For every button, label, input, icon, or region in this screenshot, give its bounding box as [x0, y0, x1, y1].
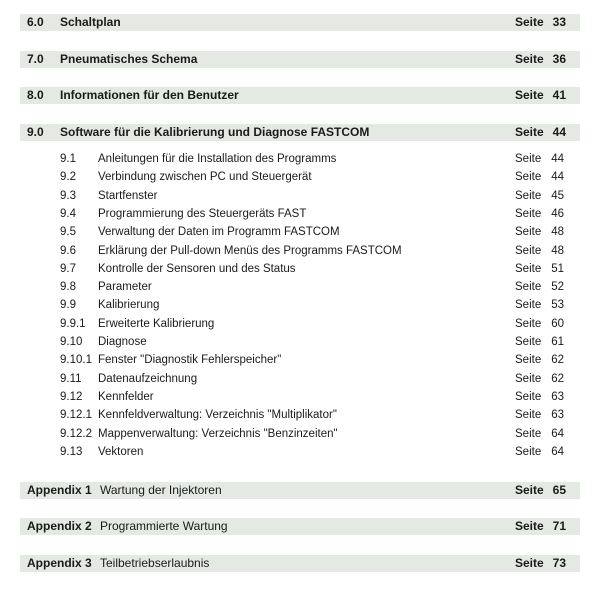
subsection-title: Kennfeldverwaltung: Verzeichnis "Multiplikator"	[98, 409, 337, 422]
subsection-number: 9.12	[60, 390, 83, 403]
toc-appendix-row	[20, 482, 580, 499]
subsection-number: 9.9.1	[60, 317, 86, 330]
toc-section-row	[20, 51, 580, 68]
page-label: Seite	[515, 556, 544, 570]
toc-subsection-row	[20, 206, 580, 222]
toc-section-row	[20, 14, 580, 31]
toc-subsection-row	[20, 243, 580, 259]
page-label: Seite	[515, 299, 542, 312]
page-number: 61	[551, 336, 564, 348]
page-number: 48	[551, 244, 564, 257]
section-title: Schaltplan	[60, 15, 121, 29]
page-number: 44	[551, 171, 564, 184]
toc-subsection-row	[20, 297, 580, 313]
subsection-title: Fenster "Diagnostik Fehlerspeicher"	[98, 354, 282, 367]
subsection-title: Erweiterte Kalibrierung	[98, 317, 215, 330]
page-label: Seite	[515, 483, 544, 497]
toc-subsection-row	[20, 151, 580, 167]
subsection-title: Vektoren	[98, 445, 144, 458]
appendix-number: Appendix 2	[27, 519, 92, 533]
page-label: Seite	[515, 317, 542, 330]
page-label: Seite	[515, 372, 542, 385]
subsection-number: 9.10	[60, 336, 83, 348]
appendix-title: Wartung der Injektoren	[100, 483, 222, 497]
toc-subsection-row	[20, 261, 580, 277]
page-label: Seite	[515, 281, 542, 294]
toc-subsection-row	[20, 188, 580, 204]
page-label: Seite	[515, 244, 542, 257]
page-label: Seite	[515, 153, 542, 165]
page-number: 65	[552, 483, 566, 497]
section-number: 9.0	[27, 125, 44, 139]
page-number: 62	[551, 372, 564, 385]
subsection-number: 9.2	[60, 171, 76, 184]
subsection-title: Verwaltung der Daten im Programm FASTCOM	[98, 226, 340, 239]
section-title: Pneumatisches Schema	[60, 52, 198, 66]
toc-subsection-row	[20, 334, 580, 350]
toc-subsection-row	[20, 389, 580, 405]
subsection-title: Erklärung der Pull-down Menüs des Programms FASTCOM	[98, 244, 402, 257]
page-number: 63	[551, 409, 564, 422]
page-label: Seite	[515, 189, 542, 202]
page-number: 51	[551, 262, 564, 275]
subsection-number: 9.3	[60, 189, 76, 202]
page-number: 44	[551, 153, 564, 165]
toc-subsection-row	[20, 444, 580, 460]
toc-subsection-row	[20, 316, 580, 332]
subsection-title: Startfenster	[98, 189, 158, 202]
subsection-number: 9.8	[60, 281, 76, 294]
page-number: 62	[551, 354, 564, 367]
subsection-number: 9.13	[60, 445, 83, 458]
toc-subsection-row	[20, 352, 580, 368]
page-label: Seite	[515, 354, 542, 367]
page-label: Seite	[515, 171, 542, 184]
subsection-title: Anleitungen für die Installation des Programms	[98, 153, 337, 165]
section-title: Informationen für den Benutzer	[60, 88, 239, 102]
toc-subsection-row	[20, 426, 580, 442]
subsection-title: Kontrolle der Sensoren und des Status	[98, 262, 296, 275]
section-number: 8.0	[27, 88, 44, 102]
subsection-number: 9.12.2	[60, 427, 92, 440]
appendix-number: Appendix 1	[27, 483, 92, 497]
page-number: 60	[551, 317, 564, 330]
subsection-title: Datenaufzeichnung	[98, 372, 198, 385]
toc-subsection-row	[20, 279, 580, 295]
subsection-title: Parameter	[98, 281, 152, 294]
page-number: 71	[552, 519, 566, 533]
page-number: 33	[552, 15, 566, 29]
toc-section-row	[20, 124, 580, 141]
page-label: Seite	[515, 125, 544, 139]
page-label: Seite	[515, 427, 542, 440]
subsection-number: 9.4	[60, 207, 76, 220]
page-number: 73	[552, 556, 566, 570]
page-label: Seite	[515, 52, 544, 66]
toc-subsection-row	[20, 407, 580, 423]
subsection-title: Kennfelder	[98, 390, 154, 403]
appendix-title: Programmierte Wartung	[100, 519, 228, 533]
page-label: Seite	[515, 226, 542, 239]
page-label: Seite	[515, 519, 544, 533]
toc-appendix-row	[20, 555, 580, 572]
subsection-number: 9.9	[60, 299, 76, 312]
subsection-title: Verbindung zwischen PC und Steuergerät	[98, 171, 312, 184]
page-label: Seite	[515, 88, 544, 102]
subsection-title: Programmierung des Steuergeräts FAST	[98, 207, 307, 220]
subsection-number: 9.7	[60, 262, 76, 275]
section-number: 6.0	[27, 15, 44, 29]
subsection-number: 9.11	[60, 372, 82, 385]
subsection-number: 9.6	[60, 244, 76, 257]
subsection-number: 9.5	[60, 226, 76, 239]
page-label: Seite	[515, 409, 542, 422]
page-number: 41	[552, 88, 566, 102]
page-label: Seite	[515, 390, 542, 403]
toc-subsection-row	[20, 371, 580, 387]
toc-subsection-row	[20, 169, 580, 185]
section-number: 7.0	[27, 52, 44, 66]
page-number: 36	[552, 52, 566, 66]
page-number: 53	[551, 299, 564, 312]
toc-subsection-row	[20, 224, 580, 240]
subsection-number: 9.1	[60, 153, 76, 165]
page-label: Seite	[515, 15, 544, 29]
page-number: 46	[551, 207, 564, 220]
page-label: Seite	[515, 262, 542, 275]
page-number: 44	[552, 125, 566, 139]
appendix-number: Appendix 3	[27, 556, 92, 570]
page-number: 48	[551, 226, 564, 239]
page-label: Seite	[515, 207, 542, 220]
subsection-title: Diagnose	[98, 336, 147, 348]
toc-appendix-row	[20, 518, 580, 535]
appendix-title: Teilbetriebserlaubnis	[100, 556, 210, 570]
page-number: 45	[551, 189, 564, 202]
subsection-number: 9.12.1	[60, 409, 92, 422]
page-number: 64	[551, 445, 564, 458]
page-label: Seite	[515, 445, 542, 458]
section-title: Software für die Kalibrierung und Diagnose FASTCOM	[60, 125, 370, 139]
subsection-title: Kalibrierung	[98, 299, 160, 312]
subsection-number: 9.10.1	[60, 354, 92, 367]
toc-section-row	[20, 87, 580, 104]
page-label: Seite	[515, 336, 542, 348]
subsection-title: Mappenverwaltung: Verzeichnis "Benzinzeiten"	[98, 427, 338, 440]
page-number: 52	[551, 281, 564, 294]
page-number: 64	[551, 427, 564, 440]
page-number: 63	[551, 390, 564, 403]
